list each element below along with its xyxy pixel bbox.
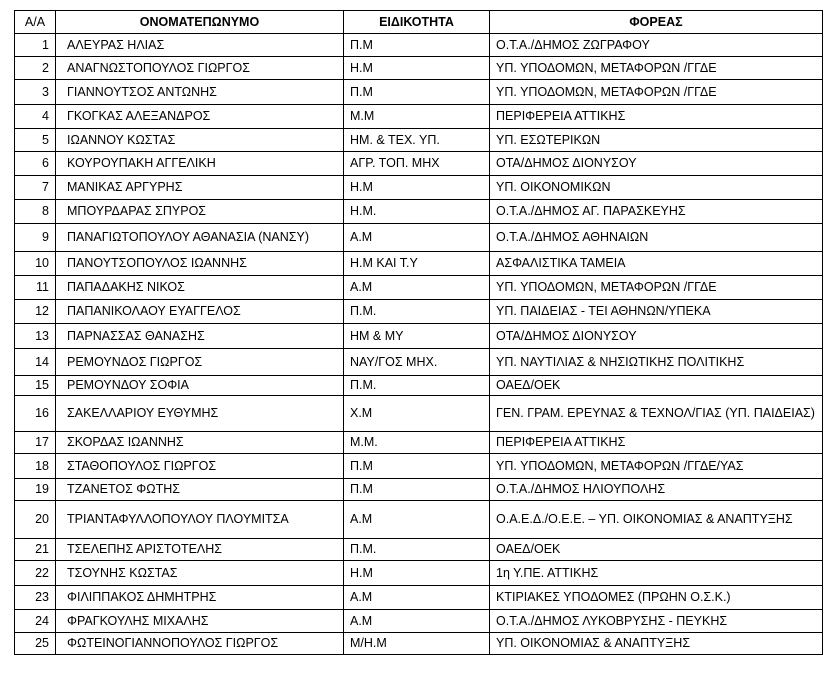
member-specialty: Π.Μ. (344, 300, 490, 324)
member-name: ΤΣΟΥΝΗΣ ΚΩΣΤΑΣ (56, 561, 344, 586)
row-number: 4 (15, 105, 56, 129)
table-row (15, 152, 823, 176)
table-row (15, 610, 823, 633)
member-name: ΣΤΑΘΟΠΟΥΛΟΣ ΓΙΩΡΓΟΣ (56, 454, 344, 479)
row-number: 10 (15, 252, 56, 276)
member-specialty: Α.Μ (344, 586, 490, 610)
member-specialty: Α.Μ (344, 224, 490, 252)
row-number: 16 (15, 396, 56, 432)
member-organization: ΥΠ. ΝΑΥΤΙΛΙΑΣ & ΝΗΣΙΩΤΙΚΗΣ ΠΟΛΙΤΙΚΗΣ (490, 349, 823, 376)
header-name: ΟΝΟΜΑΤΕΠΩΝΥΜΟ (56, 11, 344, 34)
member-specialty: Η.Μ (344, 176, 490, 200)
table-row (15, 454, 823, 479)
member-specialty: Π.Μ (344, 80, 490, 105)
row-number: 22 (15, 561, 56, 586)
member-organization: ΥΠ. ΥΠΟΔΟΜΩΝ, ΜΕΤΑΦΟΡΩΝ /ΓΓΔΕ (490, 57, 823, 80)
table-row (15, 561, 823, 586)
member-name: ΑΝΑΓΝΩΣΤΟΠΟΥΛΟΣ ΓΙΩΡΓΟΣ (56, 57, 344, 80)
row-number: 8 (15, 200, 56, 224)
member-organization: Ο.Τ.Α./ΔΗΜΟΣ ΑΘΗΝΑΙΩΝ (490, 224, 823, 252)
member-organization: ΥΠ. ΕΣΩΤΕΡΙΚΩΝ (490, 129, 823, 152)
table-row (15, 586, 823, 610)
member-organization: ΓΕΝ. ΓΡΑΜ. ΕΡΕΥΝΑΣ & ΤΕΧΝΟΛ/ΓΙΑΣ (ΥΠ. ΠΑΙΔΕΙΑΣ) (490, 396, 823, 432)
member-name: ΓΙΑΝΝΟΥΤΣΟΣ ΑΝΤΩΝΗΣ (56, 80, 344, 105)
member-name: ΦΙΛΙΠΠΑΚΟΣ ΔΗΜΗΤΡΗΣ (56, 586, 344, 610)
row-number: 19 (15, 479, 56, 501)
member-organization: ΥΠ. ΟΙΚΟΝΟΜΙΚΩΝ (490, 176, 823, 200)
member-specialty: Η.Μ ΚΑΙ Τ.Υ (344, 252, 490, 276)
member-name: ΠΑΡΝΑΣΣΑΣ ΘΑΝΑΣΗΣ (56, 324, 344, 349)
table-row (15, 276, 823, 300)
member-name: ΓΚΟΓΚΑΣ ΑΛΕΞΑΝΔΡΟΣ (56, 105, 344, 129)
table-row (15, 80, 823, 105)
header-organization: ΦΟΡΕΑΣ (490, 11, 823, 34)
row-number: 9 (15, 224, 56, 252)
header-specialty: ΕΙΔΙΚΟΤΗΤΑ (344, 11, 490, 34)
row-number: 24 (15, 610, 56, 633)
member-specialty: ΗΜ & ΜΥ (344, 324, 490, 349)
member-organization: ΥΠ. ΠΑΙΔΕΙΑΣ - ΤΕΙ ΑΘΗΝΩΝ/ΥΠΕΚΑ (490, 300, 823, 324)
row-number: 14 (15, 349, 56, 376)
member-name: ΙΩΑΝΝΟΥ ΚΩΣΤΑΣ (56, 129, 344, 152)
member-organization: 1η Υ.ΠΕ. ΑΤΤΙΚΗΣ (490, 561, 823, 586)
member-organization: ΥΠ. ΥΠΟΔΟΜΩΝ, ΜΕΤΑΦΟΡΩΝ /ΓΓΔΕ (490, 276, 823, 300)
member-organization: ΥΠ. ΥΠΟΔΟΜΩΝ, ΜΕΤΑΦΟΡΩΝ /ΓΓΔΕ/ΥΑΣ (490, 454, 823, 479)
table-row (15, 349, 823, 376)
row-number: 13 (15, 324, 56, 349)
member-specialty: ΑΓΡ. ΤΟΠ. ΜΗΧ (344, 152, 490, 176)
member-specialty: Α.Μ (344, 610, 490, 633)
member-organization: Ο.Τ.Α./ΔΗΜΟΣ ΛΥΚΟΒΡΥΣΗΣ - ΠΕΥΚΗΣ (490, 610, 823, 633)
member-specialty: Η.Μ. (344, 200, 490, 224)
row-number: 5 (15, 129, 56, 152)
member-name: ΣΑΚΕΛΛΑΡΙΟΥ ΕΥΘΥΜΗΣ (56, 396, 344, 432)
member-name: ΠΑΝΑΓΙΩΤΟΠΟΥΛΟΥ ΑΘΑΝΑΣΙΑ (ΝΑΝΣΥ) (56, 224, 344, 252)
member-organization: ΠΕΡΙΦΕΡΕΙΑ ΑΤΤΙΚΗΣ (490, 432, 823, 454)
row-number: 7 (15, 176, 56, 200)
member-organization: Ο.Τ.Α./ΔΗΜΟΣ ΗΛΙΟΥΠΟΛΗΣ (490, 479, 823, 501)
row-number: 2 (15, 57, 56, 80)
table-row (15, 539, 823, 561)
member-specialty: Π.Μ (344, 479, 490, 501)
member-name: ΠΑΠΑΔΑΚΗΣ ΝΙΚΟΣ (56, 276, 344, 300)
member-organization: ΑΣΦΑΛΙΣΤΙΚΑ ΤΑΜΕΙΑ (490, 252, 823, 276)
header-row (15, 11, 823, 34)
member-name: ΚΟΥΡΟΥΠΑΚΗ ΑΓΓΕΛΙΚΗ (56, 152, 344, 176)
member-specialty: Π.Μ (344, 34, 490, 57)
member-organization: ΚΤΙΡΙΑΚΕΣ ΥΠΟΔΟΜΕΣ (ΠΡΩΗΝ Ο.Σ.Κ.) (490, 586, 823, 610)
member-name: ΤΖΑΝΕΤΟΣ ΦΩΤΗΣ (56, 479, 344, 501)
row-number: 25 (15, 633, 56, 655)
member-organization: ΟΤΑ/ΔΗΜΟΣ ΔΙΟΝΥΣΟΥ (490, 324, 823, 349)
table-row (15, 224, 823, 252)
member-specialty: Π.Μ. (344, 376, 490, 396)
row-number: 17 (15, 432, 56, 454)
member-specialty: Α.Μ (344, 501, 490, 539)
row-number: 20 (15, 501, 56, 539)
member-organization: ΟΑΕΔ/ΟΕΚ (490, 539, 823, 561)
member-specialty: Η.Μ (344, 561, 490, 586)
member-name: ΠΑΝΟΥΤΣΟΠΟΥΛΟΣ ΙΩΑΝΝΗΣ (56, 252, 344, 276)
member-organization: ΟΑΕΔ/ΟΕΚ (490, 376, 823, 396)
member-organization: ΥΠ. ΥΠΟΔΟΜΩΝ, ΜΕΤΑΦΟΡΩΝ /ΓΓΔΕ (490, 80, 823, 105)
member-name: ΜΑΝΙΚΑΣ ΑΡΓΥΡΗΣ (56, 176, 344, 200)
member-name: ΦΡΑΓΚΟΥΛΗΣ ΜΙΧΑΛΗΣ (56, 610, 344, 633)
member-organization: ΥΠ. ΟΙΚΟΝΟΜΙΑΣ & ΑΝΑΠΤΥΞΗΣ (490, 633, 823, 655)
table-body (15, 34, 823, 655)
table-row (15, 300, 823, 324)
table-row (15, 501, 823, 539)
member-name: ΡΕΜΟΥΝΔΟΣ ΓΙΩΡΓΟΣ (56, 349, 344, 376)
member-name: ΜΠΟΥΡΔΑΡΑΣ ΣΠΥΡΟΣ (56, 200, 344, 224)
table-row (15, 252, 823, 276)
table-row (15, 105, 823, 129)
member-specialty: ΝΑΥ/ΓΟΣ ΜΗΧ. (344, 349, 490, 376)
member-specialty: Π.Μ. (344, 539, 490, 561)
table-row (15, 176, 823, 200)
table-row (15, 129, 823, 152)
member-specialty: Α.Μ (344, 276, 490, 300)
member-organization: Ο.Τ.Α./ΔΗΜΟΣ ΑΓ. ΠΑΡΑΣΚΕΥΗΣ (490, 200, 823, 224)
member-organization: Ο.Τ.Α./ΔΗΜΟΣ ΖΩΓΡΑΦΟΥ (490, 34, 823, 57)
member-name: ΡΕΜΟΥΝΔΟΥ ΣΟΦΙΑ (56, 376, 344, 396)
header-index: Α/Α (15, 11, 56, 34)
member-organization: ΠΕΡΙΦΕΡΕΙΑ ΑΤΤΙΚΗΣ (490, 105, 823, 129)
row-number: 18 (15, 454, 56, 479)
member-specialty: Μ.Μ (344, 105, 490, 129)
member-organization: Ο.Α.Ε.Δ./Ο.Ε.Ε. – ΥΠ. ΟΙΚΟΝΟΜΙΑΣ & ΑΝΑΠΤΥΞΗΣ (490, 501, 823, 539)
row-number: 6 (15, 152, 56, 176)
table-row (15, 633, 823, 655)
member-name: ΑΛΕΥΡΑΣ ΗΛΙΑΣ (56, 34, 344, 57)
row-number: 11 (15, 276, 56, 300)
member-specialty: Χ.Μ (344, 396, 490, 432)
member-name: ΦΩΤΕΙΝΟΓΙΑΝΝΟΠΟΥΛΟΣ ΓΙΩΡΓΟΣ (56, 633, 344, 655)
table-row (15, 34, 823, 57)
member-name: ΠΑΠΑΝΙΚΟΛΑΟΥ ΕΥΑΓΓΕΛΟΣ (56, 300, 344, 324)
table-row (15, 396, 823, 432)
row-number: 12 (15, 300, 56, 324)
member-organization: ΟΤΑ/ΔΗΜΟΣ ΔΙΟΝΥΣΟΥ (490, 152, 823, 176)
row-number: 21 (15, 539, 56, 561)
member-specialty: Μ/Η.Μ (344, 633, 490, 655)
member-specialty: Μ.Μ. (344, 432, 490, 454)
member-name: ΤΡΙΑΝΤΑΦΥΛΛΟΠΟΥΛΟΥ ΠΛΟΥΜΙΤΣΑ (56, 501, 344, 539)
table-row (15, 57, 823, 80)
row-number: 1 (15, 34, 56, 57)
member-specialty: ΗΜ. & ΤΕΧ. ΥΠ. (344, 129, 490, 152)
members-table (14, 10, 823, 655)
table-row (15, 432, 823, 454)
table-row (15, 200, 823, 224)
table-row (15, 376, 823, 396)
member-name: ΣΚΟΡΔΑΣ ΙΩΑΝΝΗΣ (56, 432, 344, 454)
member-specialty: Π.Μ (344, 454, 490, 479)
member-specialty: Η.Μ (344, 57, 490, 80)
table-row (15, 479, 823, 501)
table-row (15, 324, 823, 349)
row-number: 23 (15, 586, 56, 610)
row-number: 3 (15, 80, 56, 105)
row-number: 15 (15, 376, 56, 396)
member-name: ΤΣΕΛΕΠΗΣ ΑΡΙΣΤΟΤΕΛΗΣ (56, 539, 344, 561)
